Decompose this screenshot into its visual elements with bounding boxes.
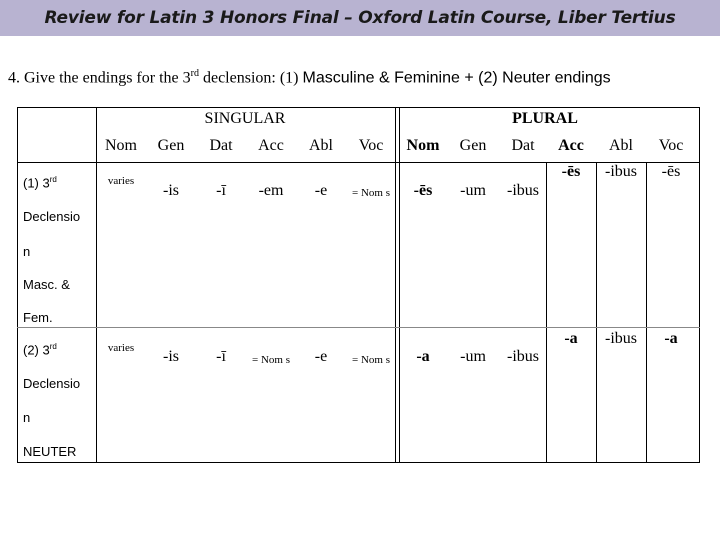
question-text-end: Masculine & Feminine + (2) Neuter endings xyxy=(302,69,611,87)
label-column-line xyxy=(96,107,97,463)
question-text-start: Give the endings for the 3 xyxy=(24,69,191,87)
sg-case-acc: Acc xyxy=(258,137,284,154)
row1-pl-dat: -ibus xyxy=(507,182,539,199)
sg-case-voc: Voc xyxy=(358,137,384,154)
sg-case-gen: Gen xyxy=(157,137,185,154)
row1-sg-gen: -is xyxy=(163,182,179,199)
pl-case-dat: Dat xyxy=(511,137,535,154)
row2-pl-gen: -um xyxy=(460,348,486,365)
row2-sg-abl: -e xyxy=(314,348,328,365)
row2-sg-nom: varies xyxy=(107,342,135,354)
row2-pl-dat: -ibus xyxy=(507,348,539,365)
row1-sg-voc: = Nom s xyxy=(352,187,390,199)
question-text xyxy=(8,68,611,87)
plural-header: PLURAL xyxy=(512,110,578,127)
row2-pl-voc: -a xyxy=(664,330,678,347)
pl-case-nom: Nom xyxy=(406,137,440,154)
row1-sg-abl: -e xyxy=(314,182,328,199)
pl-case-acc: Acc xyxy=(558,137,584,154)
row1-sg-nom: varies xyxy=(107,175,135,187)
sg-case-dat: Dat xyxy=(209,137,233,154)
singular-header: SINGULAR xyxy=(204,110,286,127)
pl-case-abl: Abl xyxy=(609,137,633,154)
pl-acc-col-line xyxy=(546,162,547,463)
row1-pl-nom: -ēs xyxy=(413,182,433,199)
declension-table xyxy=(17,107,700,463)
row1-pl-acc: -ēs xyxy=(561,163,581,180)
row2-pl-abl: -ibus xyxy=(605,330,637,347)
row2-sg-gen: -is xyxy=(163,348,179,365)
row1-sg-dat: -ī xyxy=(216,182,226,199)
sg-case-abl: Abl xyxy=(309,137,333,154)
row2-pl-acc: -a xyxy=(564,330,578,347)
row1-pl-voc: -ēs xyxy=(661,163,681,180)
row1-pl-gen: -um xyxy=(460,182,486,199)
row-separator xyxy=(17,327,700,328)
row1-pl-abl: -ibus xyxy=(605,163,637,180)
question-sup: rd xyxy=(190,68,199,79)
slide-title: Review for Latin 3 Honors Final – Oxford Latin Course, Liber Tertius xyxy=(44,8,676,28)
singular-plural-divider xyxy=(395,107,400,463)
row2-sg-acc: = Nom s xyxy=(252,354,290,366)
pl-abl-col-line xyxy=(596,162,597,463)
row1-sg-acc: -em xyxy=(258,182,284,199)
title-bar xyxy=(0,0,720,36)
pl-case-gen: Gen xyxy=(459,137,487,154)
pl-case-voc: Voc xyxy=(658,137,684,154)
question-text-mid: declension: (1) xyxy=(202,69,299,87)
question-number: 4. xyxy=(8,69,20,87)
row2-sg-dat: -ī xyxy=(216,348,226,365)
pl-voc-col-line xyxy=(646,162,647,463)
row2-sg-voc: = Nom s xyxy=(352,354,390,366)
sg-case-nom: Nom xyxy=(105,137,137,154)
row2-pl-nom: -a xyxy=(416,348,430,365)
